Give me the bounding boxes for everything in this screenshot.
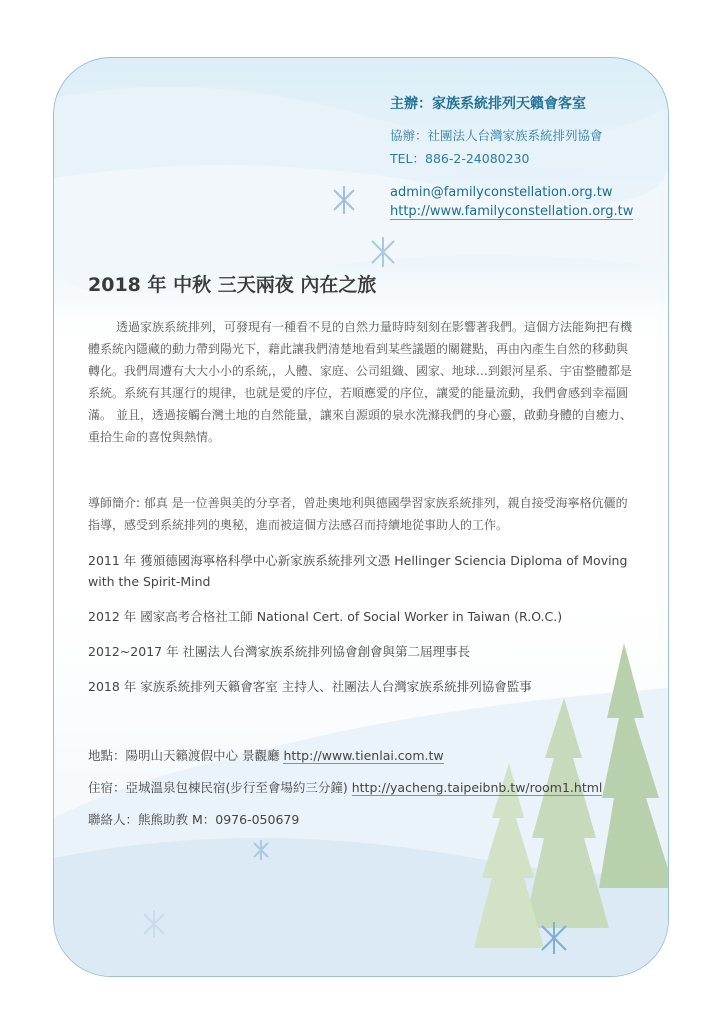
teacher-bio: 導師簡介: 郁真 是一位善與美的分享者，曾赴奧地利與德國學習家族系統排列，親自接受海寧格伉儷的指導，感受到系統排列的奧秘，進而被這個方法感召而持續地從事助人的工作。: [88, 496, 628, 532]
venue-row: [88, 746, 648, 766]
credentials-list: [88, 550, 636, 711]
lodging-link[interactable]: http://yacheng.taipeibnb.tw/room1.html: [351, 780, 603, 795]
organizer: 主辦：家族系統排列天籟會客室: [390, 96, 586, 112]
venue-link[interactable]: http://www.tienlai.com.tw: [283, 748, 444, 763]
credential-item: 2011 年 獲頒德國海寧格科學中心新家族系統排列文憑 Hellinger Sciencia Diploma of Moving with the Spirit-Mind: [88, 553, 628, 589]
credential-item: 2012~2017 年 社團法人台灣家族系統排列協會創會與第二屆理事長: [88, 644, 471, 659]
page-title: 2018 年 中秋 三天兩夜 內在之旅: [88, 274, 377, 296]
telephone: TEL：886-2-24080230: [390, 151, 530, 166]
credential-item: 2018 年 家族系統排列天籟會客室 主持人、社團法人台灣家族系統排列協會監事: [88, 679, 532, 694]
website-link[interactable]: http://www.familyconstellation.org.tw: [390, 204, 634, 219]
event-info: [88, 746, 648, 842]
lodging-row: [88, 778, 648, 798]
credential-item: 2012 年 國家高考合格社工師 National Cert. of Social Worker in Taiwan (R.O.C.): [88, 609, 563, 624]
contact-row: 聯絡人：熊熊助教 M：0976-050679: [88, 812, 300, 827]
venue-label: 地點：陽明山天籟渡假中心 景觀廳: [88, 748, 284, 763]
intro-paragraph: 透過家族系統排列，可發現有一種看不見的自然力量時時刻刻在影響著我們。這個方法能夠把有機體系統內隱藏的動力帶到陽光下，藉此讓我們清楚地看到某些議題的關鍵點，再由內產生自然的移動與轉化。我們周遭有大大小小的系統,，人體、家庭、公司組織、國家、地球…到銀河星系、宇宙整體都是系統。系統有其運行的規律，也就是愛的序位，若順應愛的序位，讓愛的能量流動，我們會感到幸福圓滿。 並且，透過接觸台灣土地的自然能量，讓來自源頭的泉水洗滌我們的身心靈，啟動身體的自癒力、重拾生命的喜悅與熱情。: [88, 320, 633, 444]
email-link[interactable]: admin@familyconstellation.org.tw: [390, 185, 613, 200]
co-organizer: 協辦：社團法人台灣家族系統排列協會: [390, 128, 603, 143]
lodging-label: 住宿：亞城溫泉包棟民宿(步行至會場約三分鐘): [88, 780, 352, 795]
organizer-block: [390, 93, 690, 220]
